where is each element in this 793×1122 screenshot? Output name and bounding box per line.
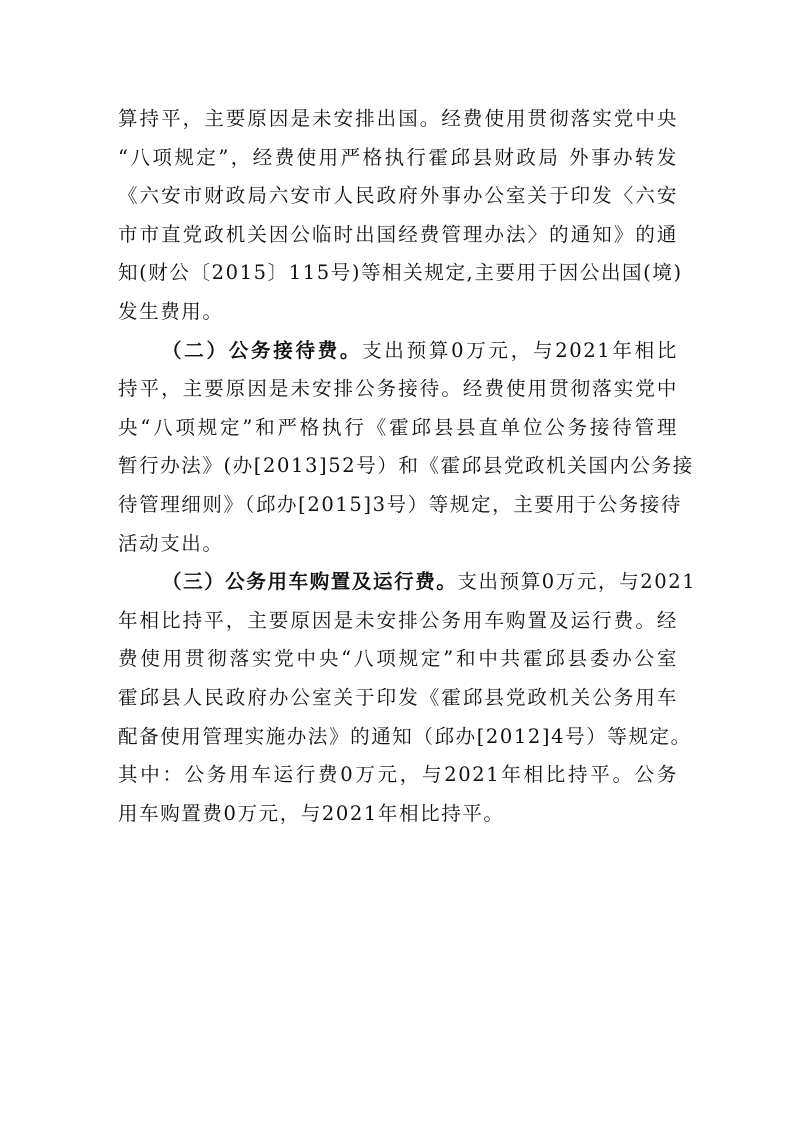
text-line: 其中：公务用车运行费0万元，与2021年相比持平。公务: [118, 763, 678, 787]
section-heading-reception: （二）公务接待费。: [162, 338, 363, 362]
section-heading-vehicle: （三）公务用车购置及运行费。: [162, 570, 458, 594]
paragraph-vehicle-expenses: [118, 563, 697, 833]
paragraph-reception-expenses: [118, 332, 694, 564]
text-line: 发生费用。: [118, 299, 224, 323]
paragraph-overseas-expenses: [118, 100, 683, 332]
text-line: 费使用贯彻落实党中央“八项规定”和中共霍邱县委办公室: [118, 647, 678, 671]
text-line: 算持平，主要原因是未安排出国。经费使用贯彻落实党中央: [118, 107, 678, 130]
text-line: 用车购置费0万元，与2021年相比持平。: [118, 801, 505, 825]
text-line: [118, 563, 697, 602]
text-line: 配备使用管理实施办法》的通知（邱办[2012]4号）等规定。: [118, 724, 692, 748]
text-line: 活动支出。: [118, 531, 224, 555]
text-line: 知(财公〔2015〕115号)等相关规定,主要用于因公出国(境): [118, 261, 683, 285]
text-line: 央“八项规定”和严格执行《霍邱县县直单位公务接待管理: [118, 415, 678, 439]
text-line: 市市直党政机关因公临时出国经费管理办法〉的通知》的通: [118, 222, 678, 246]
text-line: 《六安市财政局六安市人民政府外事办公室关于印发〈六安: [118, 184, 678, 208]
text-line: 霍邱县人民政府办公室关于印发《霍邱县党政机关公务用车: [118, 685, 678, 709]
text-segment: 支出预算0万元，与2021: [457, 570, 697, 594]
text-line: 年相比持平，主要原因是未安排公务用车购置及运行费。经: [118, 608, 678, 632]
document-body: [118, 100, 697, 833]
text-line: 持平，主要原因是未安排公务接待。经费使用贯彻落实党中: [118, 377, 678, 401]
text-line: 待管理细则》（邱办[2015]3号）等规定，主要用于公务接待: [118, 492, 682, 516]
text-line: “八项规定”，经费使用严格执行霍邱县财政局 外事办转发: [118, 145, 678, 169]
text-line: 暂行办法》(办[2013]52号）和《霍邱县党政机关国内公务接: [118, 454, 694, 478]
text-line: [118, 332, 678, 371]
text-segment: 支出预算0万元，与2021年相比: [362, 338, 678, 362]
